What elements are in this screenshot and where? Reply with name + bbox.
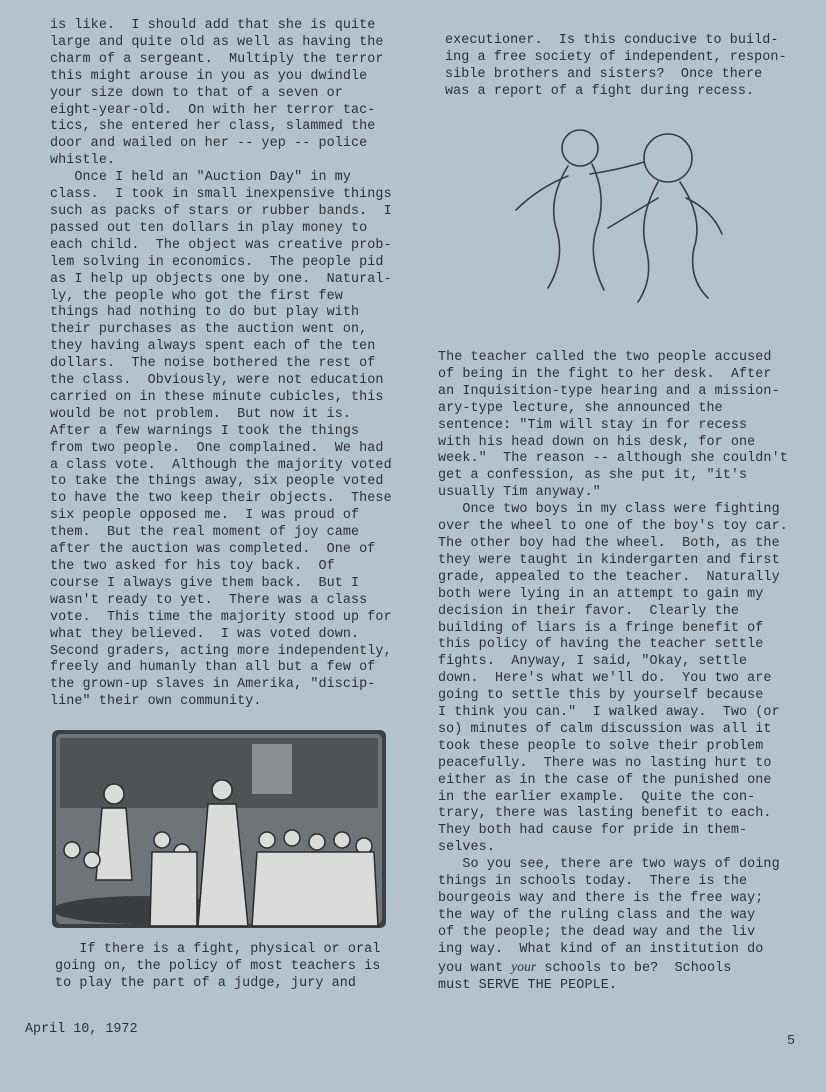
text-line: sible brothers and sisters? Once there [445, 66, 763, 82]
closing-text-before: you want [438, 960, 512, 976]
text-line: Second graders, acting more independently, [50, 643, 392, 659]
text-line: They both had cause for pride in them- [438, 823, 748, 839]
text-line: what they believed. I was voted down. [50, 626, 360, 642]
classroom-engraving [52, 730, 386, 928]
text-line: executioner. Is this conducive to build- [445, 33, 779, 48]
text-line: things had nothing to do but play with [50, 305, 360, 321]
text-line: carried on in these minute cubicles, this [50, 389, 384, 405]
issue-date: April 10, 1972 [25, 1022, 138, 1037]
text-line: bourgeois way and there is the free way; [438, 891, 764, 906]
text-line: charm of a sergeant. Multiply the terror [50, 51, 384, 67]
text-line: ary-type lecture, she announced the [438, 400, 723, 416]
fighting-figures-illustration [508, 118, 730, 308]
text-line: six people opposed me. I was proud of [50, 508, 360, 524]
text-line: to play the part of a judge, jury and [55, 975, 357, 991]
text-line: After a few warnings I took the things [50, 423, 360, 439]
text-line: from two people. One complained. We had [50, 440, 384, 456]
text-line: would be not problem. But now it is. [50, 406, 352, 422]
text-line: the grown-up slaves in Amerika, "discip- [50, 677, 376, 693]
text-line: class. I took in small inexpensive things [50, 187, 392, 203]
text-line: your size down to that of a seven or [50, 85, 343, 101]
closing-line [438, 959, 823, 978]
text-line: such as packs of stars or rubber bands. I [50, 203, 392, 219]
text-line: down. Here's what we'll do. You two are [438, 671, 772, 687]
text-line: passed out ten dollars in play money to [50, 220, 368, 236]
text-line: going on, the policy of most teachers is [55, 958, 381, 974]
text-line: So you see, there are two ways of doing [438, 857, 780, 873]
text-line: selves. [438, 840, 495, 856]
text-line: to have the two keep their objects. These [50, 491, 392, 507]
text-line: going to settle this by yourself because [438, 688, 764, 704]
text-line: this policy of having the teacher settle [438, 637, 764, 653]
text-line: usually Tim anyway." [438, 485, 601, 501]
text-line: they were taught in kindergarten and first [438, 552, 780, 568]
text-line: of being in the fight to her desk. After [438, 366, 772, 382]
text-line: trary, there was lasting benefit to each. [438, 806, 772, 822]
text-line: course I always give them back. But I [50, 575, 360, 591]
text-line: eight-year-old. On with her terror tac- [50, 102, 376, 118]
text-line: The other boy had the wheel. Both, as the [438, 535, 780, 551]
text-line: week." The reason -- although she couldn't [438, 451, 788, 467]
text-line: each child. The object was creative prob- [50, 237, 392, 253]
text-line: this might arouse in you as you dwindle [50, 68, 368, 84]
text-line: was a report of a fight during recess. [445, 83, 755, 99]
text-line: took these people to solve their problem [438, 738, 764, 754]
text-line: peacefully. There was no lasting hurt to [438, 755, 772, 771]
text-line: whistle. [50, 153, 116, 169]
text-line: as I help up objects one by one. Natural- [50, 271, 392, 287]
text-line: so) minutes of calm discussion was all it [438, 721, 772, 737]
text-line: door and wailed on her -- yep -- police [50, 136, 368, 152]
text-line: in the earlier example. Quite the con- [438, 789, 756, 805]
text-line: lem solving in economics. The people pid [50, 254, 384, 270]
text-line: large and quite old as well as having the [50, 34, 384, 50]
right-column-bottom [438, 350, 823, 994]
text-line: to take the things away, six people voted [50, 474, 384, 490]
text-line: Once two boys in my class were fighting [438, 502, 780, 518]
text-line: both were lying in an attempt to gain my [438, 586, 764, 602]
text-line: If there is a fight, physical or oral [55, 942, 381, 957]
closing-text-after: schools to be? Schools [536, 960, 732, 976]
text-line: sentence: "Tim will stay in for recess [438, 417, 748, 433]
closing-emphasis: your [511, 958, 537, 974]
text-line: line" their own community. [50, 694, 262, 710]
text-line: building of liars is a fringe benefit of [438, 620, 764, 636]
text-line: the two asked for his toy back. Of [50, 559, 335, 574]
text-line: decision in their favor. Clearly the [438, 603, 740, 619]
text-line: either as in the case of the punished one [438, 772, 772, 788]
text-line: with his head down on his desk, for one [438, 434, 756, 450]
left-column-bottom [55, 942, 385, 993]
text-line: a class vote. Although the majority voted [50, 457, 392, 473]
text-line: their purchases as the auction went on, [50, 322, 368, 338]
right-column-top [445, 33, 815, 101]
text-line: grade, appealed to the teacher. Naturally [438, 569, 780, 585]
left-column-top [50, 18, 410, 711]
text-line: fights. Anyway, I said, "Okay, settle [438, 654, 748, 670]
text-line: freely and humanly than all but a few of [50, 660, 376, 676]
text-line: over the wheel to one of the boy's toy car. [438, 519, 788, 535]
text-line: the class. Obviously, were not education [50, 373, 384, 389]
text-line: the way of the ruling class and the way [438, 907, 756, 923]
closing-line-final: must SERVE THE PEOPLE. [438, 977, 617, 993]
text-line: ly, the people who got the first few [50, 288, 343, 304]
text-line: of the people; the dead way and the liv [438, 924, 756, 940]
text-line: they having always spent each of the ten [50, 339, 376, 355]
text-line: get a confession, as she put it, "it's [438, 468, 748, 484]
text-line: ing a free society of independent, respon- [445, 49, 787, 65]
text-line: ing way. What kind of an institution do [438, 941, 764, 957]
text-line: dollars. The noise bothered the rest of [50, 356, 376, 372]
text-line: is like. I should add that she is quite [50, 18, 376, 33]
text-line: wasn't ready to yet. There was a class [50, 592, 368, 608]
text-line: The teacher called the two people accused [438, 350, 772, 365]
text-line: tics, she entered her class, slammed the [50, 119, 376, 135]
text-line: things in schools today. There is the [438, 874, 748, 890]
text-line: them. But the real moment of joy came [50, 525, 360, 541]
text-line: Once I held an "Auction Day" in my [50, 170, 352, 186]
text-line: I think you can." I walked away. Two (or [438, 705, 780, 721]
page-number: 5 [787, 1034, 796, 1049]
text-line: after the auction was completed. One of [50, 542, 376, 558]
text-line: an Inquisition-type hearing and a mission- [438, 383, 780, 399]
text-line: vote. This time the majority stood up for [50, 609, 392, 625]
